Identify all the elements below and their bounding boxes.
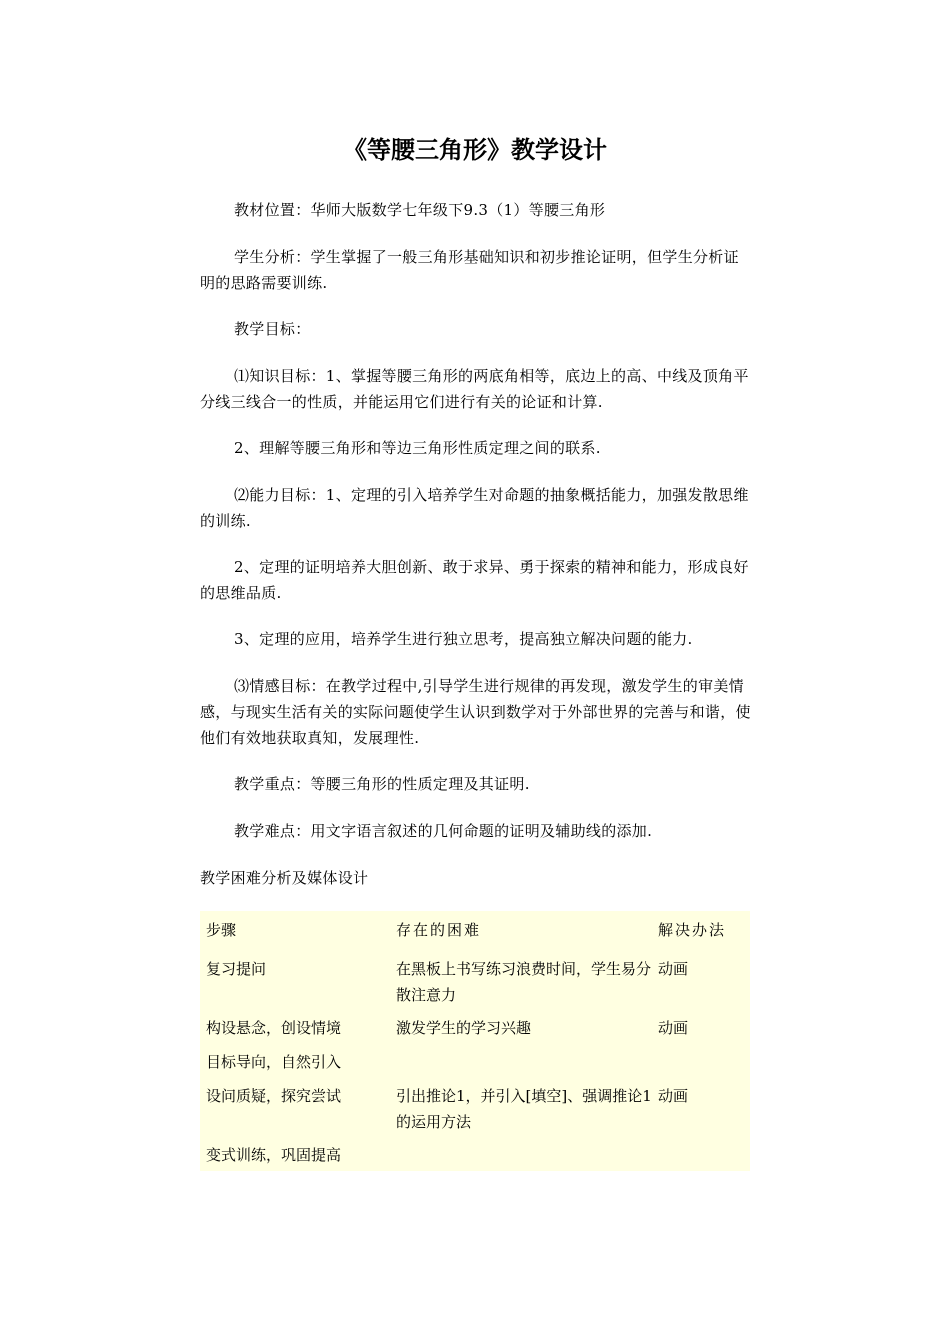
table-cell-difficulty: 引出推论1，并引入[填空]、强调推论1的运用方法 — [396, 1087, 652, 1131]
paragraph-ability-goal-3: 3、定理的应用，培养学生进行独立思考，提高独立解决问题的能力. — [234, 630, 693, 648]
document-title: 《等腰三角形》教学设计 — [343, 135, 607, 164]
table-cell-difficulty: 激发学生的学习兴趣 — [396, 1019, 532, 1037]
paragraph-key-point: 教学重点：等腰三角形的性质定理及其证明. — [234, 775, 530, 793]
paragraph-ability-goal-2: 2、定理的证明培养大胆创新、敢于求异、勇于探索的精神和能力，形成良好的思维品质. — [200, 558, 749, 602]
table-header-step: 步骤 — [206, 921, 237, 939]
paragraph-textbook-position: 教材位置：华师大版数学七年级下9.3（1）等腰三角形 — [234, 201, 606, 219]
table-caption: 教学困难分析及媒体设计 — [200, 869, 369, 887]
paragraph-ability-goal: ⑵能力目标：1、定理的引入培养学生对命题的抽象概括能力，加强发散思维的训练. — [200, 486, 749, 530]
table-header-difficulty: 存在的困难 — [396, 921, 482, 939]
table-cell-step: 构设悬念，创设情境 — [206, 1019, 342, 1037]
table-cell-step: 复习提问 — [206, 960, 267, 978]
paragraph-knowledge-goal: ⑴知识目标：1、掌握等腰三角形的两底角相等，底边上的高、中线及顶角平分线三线合一的性质，并能运用它们进行有关的论证和计算. — [200, 367, 749, 411]
paragraph-student-analysis: 学生分析：学生掌握了一般三角形基础知识和初步推论证明，但学生分析证明的思路需要训练. — [200, 248, 739, 292]
table-cell-step: 设问质疑，探究尝试 — [206, 1087, 342, 1105]
table-cell-step: 目标导向，自然引入 — [206, 1053, 342, 1071]
table-cell-step: 变式训练，巩固提高 — [206, 1146, 342, 1164]
table-cell-solution: 动画 — [658, 1087, 689, 1105]
paragraph-difficult-point: 教学难点：用文字语言叙述的几何命题的证明及辅助线的添加. — [234, 822, 653, 840]
table-cell-difficulty: 在黑板上书写练习浪费时间，学生易分散注意力 — [396, 960, 652, 1004]
paragraph-emotion-goal: ⑶情感目标：在教学过程中,引导学生进行规律的再发现，激发学生的审美情感，与现实生活有关的实际问题使学生认识到数学对于外部世界的完善与和谐，使他们有效地获取真知，发展理性. — [200, 677, 751, 747]
paragraph-teaching-goals: 教学目标： — [234, 320, 311, 338]
paragraph-knowledge-goal-2: 2、理解等腰三角形和等边三角形性质定理之间的联系. — [234, 439, 601, 457]
media-design-table — [200, 911, 750, 1171]
table-header-solution: 解决办法 — [658, 921, 727, 939]
table-cell-solution: 动画 — [658, 960, 689, 978]
table-cell-solution: 动画 — [658, 1019, 689, 1037]
